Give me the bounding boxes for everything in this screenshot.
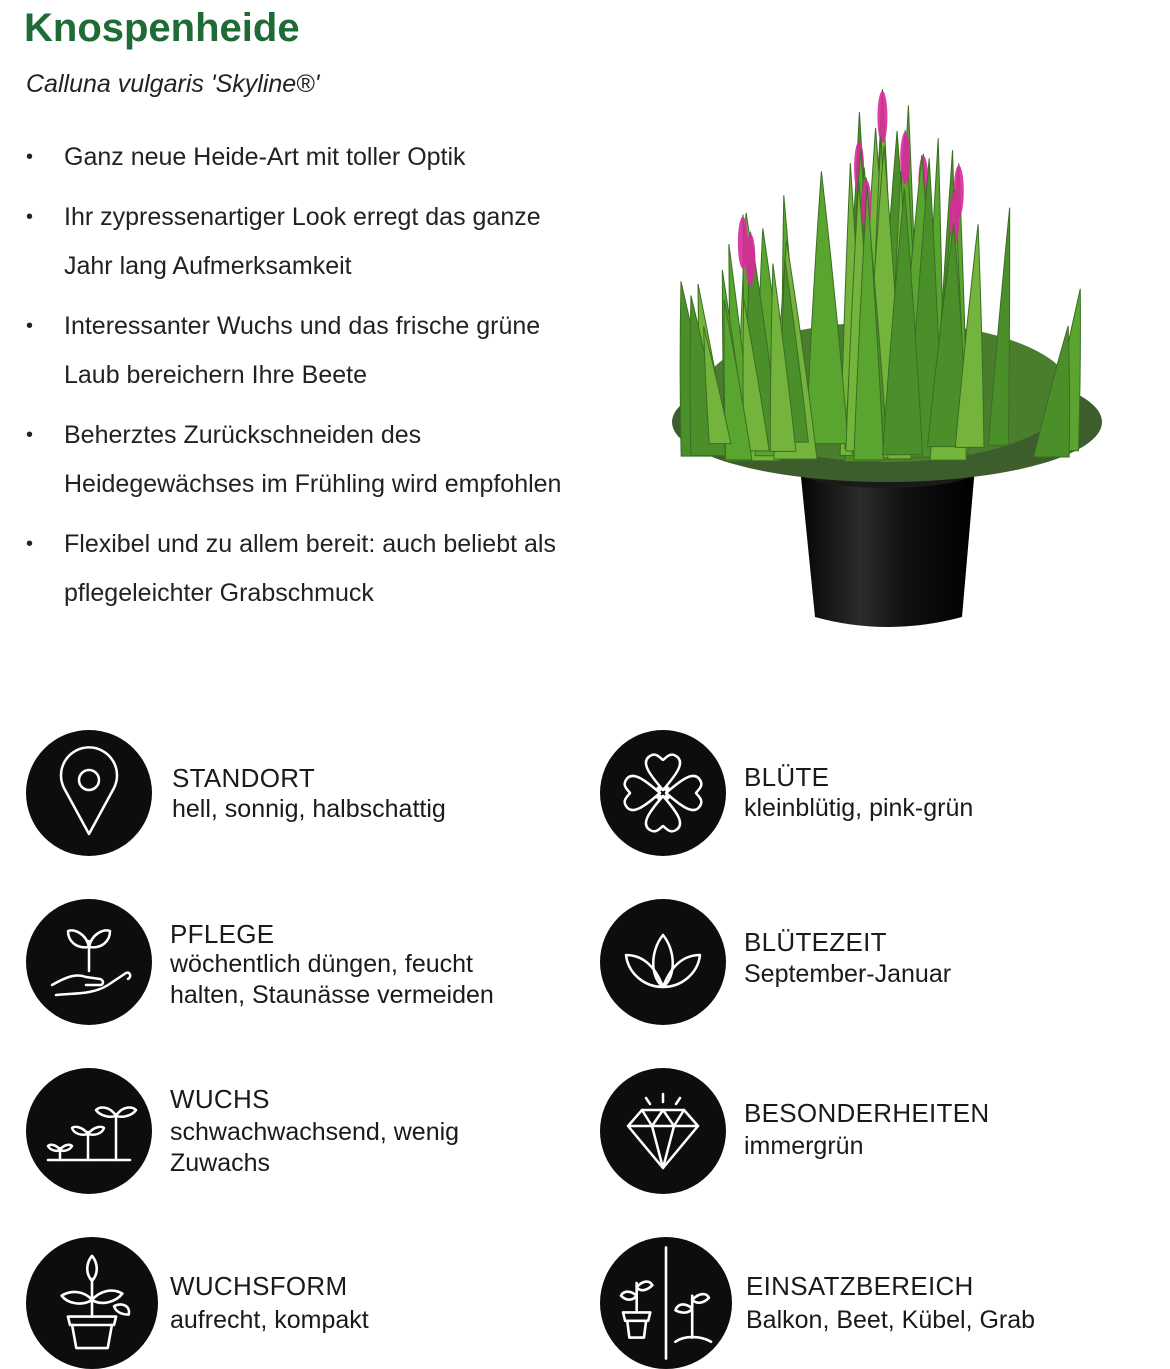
seedling-hand-icon <box>26 899 152 1025</box>
feature-description: immergrün <box>744 1132 864 1160</box>
bullet-dot: • <box>26 146 34 168</box>
feature-einsatzbereich <box>600 1237 1140 1367</box>
bullet-dot: • <box>26 205 34 228</box>
feature-description: hell, sonnig, halbschattig <box>172 795 446 823</box>
bullet-text: Ganz neue Heide-Art mit toller Optik <box>64 143 466 171</box>
feature-wuchsform <box>26 1237 566 1367</box>
feature-title: EINSATZBEREICH <box>746 1271 974 1301</box>
feature-description: Balkon, Beet, Kübel, Grab <box>746 1306 1036 1334</box>
feature-title: BLÜTE <box>744 762 830 792</box>
feature-title: BLÜTEZEIT <box>744 927 887 957</box>
lotus-icon <box>600 899 726 1025</box>
feature-title: PFLEGE <box>170 919 275 949</box>
page-title: Knospenheide <box>24 6 300 50</box>
feature-description: September-Januar <box>744 960 952 988</box>
bullet-item <box>24 302 584 401</box>
feature-description: wöchentlich düngen, feucht halten, Staunässe vermeiden <box>170 950 494 1009</box>
pot-and-ground-plant-icon <box>600 1237 732 1369</box>
feature-wuchs <box>26 1068 566 1198</box>
bullet-item <box>24 411 584 510</box>
feature-description: schwachwachsend, wenig Zuwachs <box>170 1118 460 1177</box>
feature-title: WUCHS <box>170 1084 270 1114</box>
feature-title: BESONDERHEITEN <box>744 1098 990 1128</box>
feature-title: WUCHSFORM <box>170 1271 348 1301</box>
bullet-text: Ihr zypressenartiger Look erregt das ganze Jahr lang Aufmerksamkeit <box>64 202 541 280</box>
feature-bluetezeit <box>600 899 1140 1029</box>
feature-bullet-list <box>24 133 584 629</box>
location-pin-icon <box>26 730 152 856</box>
feature-besonderheiten <box>600 1068 1140 1198</box>
feature-title: STANDORT <box>172 763 316 793</box>
bullet-text: Beherztes Zurückschneiden des Heidegewächses im Frühling wird empfohlen <box>64 420 562 498</box>
diamond-icon <box>600 1068 726 1194</box>
bullet-text: Flexibel und zu allem bereit: auch beliebt als pflegeleichter Grabschmuck <box>64 529 556 607</box>
potted-plant-icon <box>26 1237 158 1369</box>
feature-standort <box>26 730 566 860</box>
bullet-item <box>24 520 584 619</box>
bullet-item <box>24 193 584 292</box>
feature-description: kleinblütig, pink-grün <box>744 794 974 822</box>
heather-plant-image <box>650 62 1120 632</box>
growing-plants-icon <box>26 1068 152 1194</box>
bullet-dot: • <box>26 314 34 337</box>
bullet-text: Interessanter Wuchs und das frische grüne Laub bereichern Ihre Beete <box>64 311 541 389</box>
bullet-dot: • <box>26 532 34 555</box>
flower-icon <box>600 730 726 856</box>
bullet-item <box>24 133 584 183</box>
botanical-name: Calluna vulgaris 'Skyline®' <box>26 70 320 98</box>
feature-bluete <box>600 730 1140 860</box>
feature-description: aufrecht, kompakt <box>170 1306 369 1334</box>
bullet-dot: • <box>26 423 34 446</box>
feature-pflege <box>26 899 566 1029</box>
